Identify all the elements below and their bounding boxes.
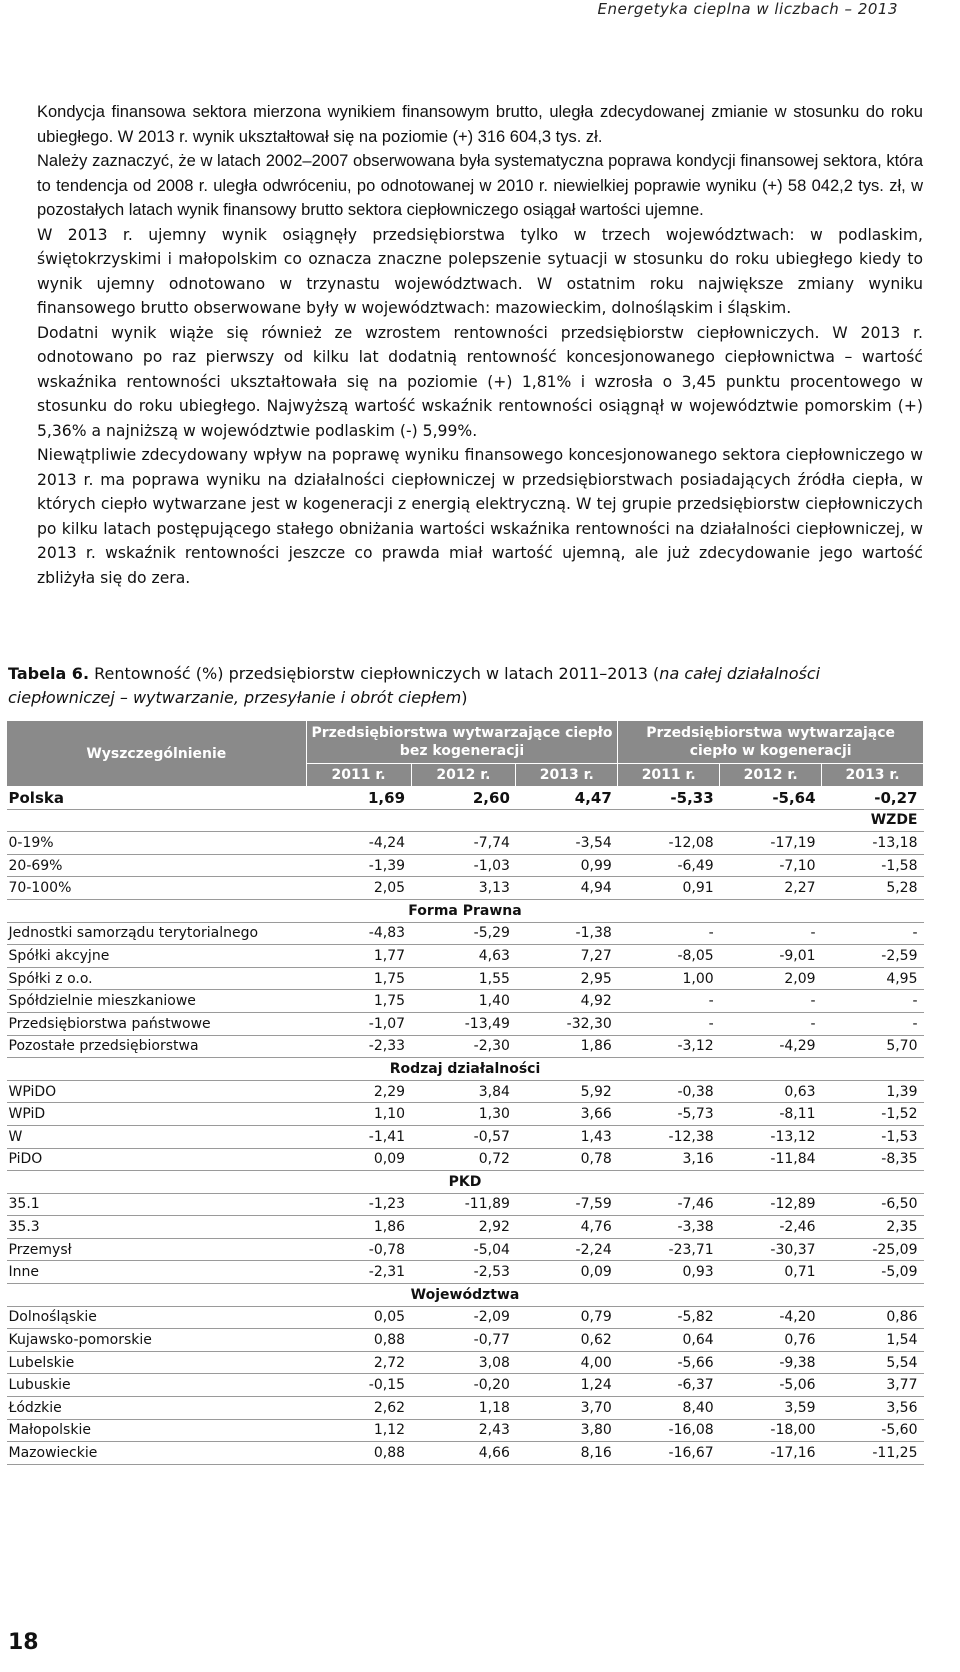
cell-value: 0,88 (306, 1329, 411, 1352)
cell-value: -1,38 (516, 922, 618, 945)
table-row (7, 1419, 924, 1442)
paragraph-4: Dodatni wynik wiąże się również ze wzrostem rentowności przedsiębiorstw ciepłowniczych. W 2013 r. odnotowano po raz pierwszy od kilku lat dodatnią rentowność koncesjonowanego ciepłownictwa – wartość wskaźnika rentowności ukształtowała się na poziomie (+) 1,81% i wzrosła o 3,45 punktu procentowego w stosunku do roku ubiegłego. Najwyższą wartość wskaźnik rentowności osiągnął w województwie pomorskim (+) 5,36% a najniższą w województwie podlaskim (-) 5,99%. (37, 323, 923, 440)
cell-value: 2,72 (306, 1351, 411, 1374)
cell-value: -16,08 (618, 1419, 720, 1442)
cell-value: 5,54 (822, 1351, 924, 1374)
table-row (7, 1148, 924, 1171)
header-group-bez-kogeneracji: Przedsiębiorstwa wytwarzające ciepło bez kogeneracji (306, 721, 618, 764)
row-label: 20-69% (7, 854, 307, 877)
cell-value: -7,46 (618, 1193, 720, 1216)
cell-value: -17,19 (720, 832, 822, 855)
cell-value: -6,50 (822, 1193, 924, 1216)
table-row (7, 1306, 924, 1329)
cell-value: 1,12 (306, 1419, 411, 1442)
cell-value: 4,63 (411, 945, 516, 968)
cell-value: -0,78 (306, 1238, 411, 1261)
cell-value: 1,30 (411, 1103, 516, 1126)
row-label: Przemysł (7, 1238, 307, 1261)
cell-value: - (618, 1012, 720, 1035)
cell-value: 0,76 (720, 1329, 822, 1352)
row-label: Lubelskie (7, 1351, 307, 1374)
section-header-row (7, 809, 924, 832)
cell-value: -4,24 (306, 832, 411, 855)
cell-value: 1,00 (618, 967, 720, 990)
cell-value: 0,64 (618, 1329, 720, 1352)
cell-value: -5,64 (720, 787, 822, 810)
cell-value: 5,70 (822, 1035, 924, 1058)
cell-value: -12,08 (618, 832, 720, 855)
cell-value: -7,10 (720, 854, 822, 877)
table-row (7, 922, 924, 945)
cell-value: 1,75 (306, 990, 411, 1013)
table-row (7, 1261, 924, 1284)
row-label: Przedsiębiorstwa państwowe (7, 1012, 307, 1035)
section-header-row (7, 899, 924, 922)
cell-value: 2,27 (720, 877, 822, 900)
cell-value: 0,72 (411, 1148, 516, 1171)
cell-value: -5,29 (411, 922, 516, 945)
paragraph-2: Należy zaznaczyć, że w latach 2002–2007 obserwowana była systematyczna poprawa kondycji finansowej sektora, która to tendencja od 2008 r. uległa odwróceniu, po odnotowanej w 2010 r. niewielkiej poprawie wyniku (+) 58 042,2 tys. zł, w pozostałych latach wynik finansowy brutto sektora ciepłowniczego osiągał wartości ujemne. (37, 152, 923, 219)
cell-value: - (618, 990, 720, 1013)
table-row (7, 967, 924, 990)
cell-value: -2,09 (411, 1306, 516, 1329)
cell-value: -16,67 (618, 1442, 720, 1465)
table-row (7, 1216, 924, 1239)
cell-value: -13,49 (411, 1012, 516, 1035)
row-label: Kujawsko-pomorskie (7, 1329, 307, 1352)
paragraph-1: Kondycja finansowa sektora mierzona wynikiem finansowym brutto, uległa zdecydowanej zmianie w stosunku do roku ubiegłego. W 2013 r. wynik ukształtował się na poziomie (+) 316 604,3 tys. zł. (37, 103, 923, 146)
cell-value: -6,37 (618, 1374, 720, 1397)
table-row (7, 1351, 924, 1374)
cell-value: - (720, 922, 822, 945)
cell-value: -1,23 (306, 1193, 411, 1216)
cell-value: -2,33 (306, 1035, 411, 1058)
cell-value: -1,52 (822, 1103, 924, 1126)
cell-value: -2,24 (516, 1238, 618, 1261)
cell-value: -13,12 (720, 1125, 822, 1148)
cell-value: 0,09 (516, 1261, 618, 1284)
cell-value: 1,43 (516, 1125, 618, 1148)
cell-value: -5,73 (618, 1103, 720, 1126)
cell-value: 2,62 (306, 1397, 411, 1420)
cell-value: 2,09 (720, 967, 822, 990)
cell-value: -5,09 (822, 1261, 924, 1284)
cell-value: 1,40 (411, 990, 516, 1013)
cell-value: 3,70 (516, 1397, 618, 1420)
section-header-row (7, 1058, 924, 1081)
row-label: Spółki akcyjne (7, 945, 307, 968)
cell-value: 1,75 (306, 967, 411, 990)
paragraph-5: Niewątpliwie zdecydowany wpływ na poprawę wyniku finansowego koncesjonowanego sektora ciepłowniczego w 2013 r. ma poprawa wyniku na działalności ciepłowniczej w przedsiębiorstwach posiadających źródła ciepła, w których ciepło wytwarzane jest w kogeneracji z energią elektryczną. W tej grupie przedsiębiorstw ciepłowniczych po kilku latach postępującego stałego obniżania wartości wskaźnika rentowności na działalności ciepłowniczej, w 2013 r. wskaźnik rentowności jeszcze co prawda miał wartość ujemną, ale już zdecydowanie jego wartość zbliżyła się do zera. (37, 446, 923, 587)
cell-value: 0,63 (720, 1080, 822, 1103)
table-row (7, 1193, 924, 1216)
cell-value: -2,31 (306, 1261, 411, 1284)
row-label: WPiD (7, 1103, 307, 1126)
cell-value: - (822, 1012, 924, 1035)
cell-value: 4,92 (516, 990, 618, 1013)
cell-value: -0,38 (618, 1080, 720, 1103)
table-row (7, 1329, 924, 1352)
cell-value: -7,59 (516, 1193, 618, 1216)
cell-value: -0,27 (822, 787, 924, 810)
cell-value: 8,16 (516, 1442, 618, 1465)
cell-value: 4,76 (516, 1216, 618, 1239)
cell-value: - (822, 922, 924, 945)
cell-value: -11,25 (822, 1442, 924, 1465)
cell-value: -32,30 (516, 1012, 618, 1035)
cell-value: 4,47 (516, 787, 618, 810)
cell-value: 0,86 (822, 1306, 924, 1329)
page-number: 18 (8, 1630, 39, 1655)
cell-value: -23,71 (618, 1238, 720, 1261)
cell-value: 3,16 (618, 1148, 720, 1171)
cell-value: 2,35 (822, 1216, 924, 1239)
section-title: Forma Prawna (7, 899, 924, 922)
paragraph-3: W 2013 r. ujemny wynik osiągnęły przedsiębiorstwa tylko w trzech województwach: w podlaskim, świętokrzyskimi i małopolskim co oznacza znaczne polepszenie sytuacji w stosunku do roku ubiegłego kiedy to wynik ujemny odnotowano w trzynastu województwach. W ostatnim roku największe zmiany wyniku finansowego brutto obserwowane były w województwach: mazowieckim, dolnośląskim i śląskim. (37, 225, 923, 317)
cell-value: -6,49 (618, 854, 720, 877)
cell-value: -5,06 (720, 1374, 822, 1397)
cell-value: 2,05 (306, 877, 411, 900)
cell-value: 4,95 (822, 967, 924, 990)
cell-value: -17,16 (720, 1442, 822, 1465)
cell-value: -1,39 (306, 854, 411, 877)
cell-value: 1,54 (822, 1329, 924, 1352)
cell-value: -1,07 (306, 1012, 411, 1035)
row-label: Inne (7, 1261, 307, 1284)
cell-value: 1,55 (411, 967, 516, 990)
cell-value: -4,83 (306, 922, 411, 945)
cell-value: 3,56 (822, 1397, 924, 1420)
row-label: Polska (7, 787, 307, 810)
cell-value: -2,30 (411, 1035, 516, 1058)
cell-value: 5,92 (516, 1080, 618, 1103)
cell-value: 2,29 (306, 1080, 411, 1103)
cell-value: 1,18 (411, 1397, 516, 1420)
caption-label: Tabela 6. (8, 664, 90, 683)
cell-value: - (618, 922, 720, 945)
section-title: Województwa (7, 1284, 924, 1307)
cell-value: 2,92 (411, 1216, 516, 1239)
table-row (7, 945, 924, 968)
cell-value: -0,15 (306, 1374, 411, 1397)
cell-value: -1,03 (411, 854, 516, 877)
cell-value: -1,41 (306, 1125, 411, 1148)
cell-value: 3,59 (720, 1397, 822, 1420)
table-row (7, 1012, 924, 1035)
row-label: Dolnośląskie (7, 1306, 307, 1329)
cell-value: 1,39 (822, 1080, 924, 1103)
row-label: Spółdzielnie mieszkaniowe (7, 990, 307, 1013)
cell-value: 7,27 (516, 945, 618, 968)
cell-value: -8,35 (822, 1148, 924, 1171)
row-label: W (7, 1125, 307, 1148)
cell-value: -12,89 (720, 1193, 822, 1216)
cell-value: -5,66 (618, 1351, 720, 1374)
cell-value: 3,80 (516, 1419, 618, 1442)
section-title: Rodzaj działalności (7, 1058, 924, 1081)
table-row (7, 1442, 924, 1465)
caption-text: Rentowność (%) przedsiębiorstw ciepłowniczych w latach 2011–2013 ( (94, 664, 660, 683)
cell-value: 2,43 (411, 1419, 516, 1442)
cell-value: 4,94 (516, 877, 618, 900)
row-label: 0-19% (7, 832, 307, 855)
table-row (7, 990, 924, 1013)
cell-value: 3,77 (822, 1374, 924, 1397)
cell-value: -5,33 (618, 787, 720, 810)
cell-value: -2,53 (411, 1261, 516, 1284)
header-wyszczegolnienie: Wyszczególnienie (7, 721, 307, 787)
cell-value: 3,08 (411, 1351, 516, 1374)
row-label: Spółki z o.o. (7, 967, 307, 990)
caption-close: ) (461, 688, 468, 707)
table-row (7, 854, 924, 877)
profitability-table (6, 720, 924, 1465)
cell-value: 1,69 (306, 787, 411, 810)
table-caption (8, 662, 928, 710)
cell-value: -8,11 (720, 1103, 822, 1126)
section-header-row (7, 1171, 924, 1194)
row-label: WPiDO (7, 1080, 307, 1103)
cell-value: 4,00 (516, 1351, 618, 1374)
cell-value: 1,10 (306, 1103, 411, 1126)
cell-value: 0,79 (516, 1306, 618, 1329)
header-year: 2012 r. (411, 764, 516, 787)
cell-value: 0,05 (306, 1306, 411, 1329)
cell-value: -1,53 (822, 1125, 924, 1148)
cell-value: 1,77 (306, 945, 411, 968)
header-year: 2011 r. (306, 764, 411, 787)
table-row (7, 1103, 924, 1126)
cell-value: -2,46 (720, 1216, 822, 1239)
cell-value: -3,12 (618, 1035, 720, 1058)
cell-value: -7,74 (411, 832, 516, 855)
cell-value: 2,95 (516, 967, 618, 990)
cell-value: 4,66 (411, 1442, 516, 1465)
cell-value: 3,84 (411, 1080, 516, 1103)
row-label: Pozostałe przedsiębiorstwa (7, 1035, 307, 1058)
section-title: PKD (7, 1171, 924, 1194)
row-label: 35.1 (7, 1193, 307, 1216)
cell-value: -4,29 (720, 1035, 822, 1058)
cell-value: 1,86 (516, 1035, 618, 1058)
cell-value: - (720, 1012, 822, 1035)
header-year: 2013 r. (822, 764, 924, 787)
cell-value: 0,71 (720, 1261, 822, 1284)
table-row (7, 832, 924, 855)
cell-value: 8,40 (618, 1397, 720, 1420)
cell-value: 3,13 (411, 877, 516, 900)
cell-value: 5,28 (822, 877, 924, 900)
row-label: 35.3 (7, 1216, 307, 1239)
row-label: Lubuskie (7, 1374, 307, 1397)
caption-italic: na całej działalności ciepłowniczej – wytwarzanie, przesyłanie i obrót ciepłem (8, 664, 821, 707)
cell-value: -5,82 (618, 1306, 720, 1329)
cell-value: 2,60 (411, 787, 516, 810)
cell-value: - (822, 990, 924, 1013)
cell-value: -0,20 (411, 1374, 516, 1397)
cell-value: 0,93 (618, 1261, 720, 1284)
cell-value: 0,09 (306, 1148, 411, 1171)
cell-value: -18,00 (720, 1419, 822, 1442)
cell-value: -4,20 (720, 1306, 822, 1329)
cell-value: -5,60 (822, 1419, 924, 1442)
cell-value: 0,78 (516, 1148, 618, 1171)
cell-value: -11,84 (720, 1148, 822, 1171)
cell-value: -11,89 (411, 1193, 516, 1216)
cell-value: -1,58 (822, 854, 924, 877)
cell-value: -25,09 (822, 1238, 924, 1261)
section-title: WZDE (7, 809, 924, 832)
row-label: 70-100% (7, 877, 307, 900)
header-year: 2011 r. (618, 764, 720, 787)
table-row (7, 1125, 924, 1148)
cell-value: -0,57 (411, 1125, 516, 1148)
table-row (7, 1080, 924, 1103)
cell-value: 3,66 (516, 1103, 618, 1126)
cell-value: -9,01 (720, 945, 822, 968)
table-row (7, 1397, 924, 1420)
table-row-polska (7, 787, 924, 810)
row-label: Łódzkie (7, 1397, 307, 1420)
header-year: 2013 r. (516, 764, 618, 787)
cell-value: -0,77 (411, 1329, 516, 1352)
table-row (7, 877, 924, 900)
cell-value: 0,62 (516, 1329, 618, 1352)
cell-value: -9,38 (720, 1351, 822, 1374)
cell-value: -8,05 (618, 945, 720, 968)
cell-value: -30,37 (720, 1238, 822, 1261)
row-label: Małopolskie (7, 1419, 307, 1442)
header-group-kogeneracja: Przedsiębiorstwa wytwarzające ciepło w kogeneracji (618, 721, 924, 764)
table-row (7, 1238, 924, 1261)
table-row (7, 1035, 924, 1058)
running-header: Energetyka cieplna w liczbach – 2013 (597, 0, 898, 18)
cell-value: -12,38 (618, 1125, 720, 1148)
cell-value: 0,91 (618, 877, 720, 900)
cell-value: 0,88 (306, 1442, 411, 1465)
cell-value: -2,59 (822, 945, 924, 968)
table-body (7, 787, 924, 1465)
cell-value: 0,99 (516, 854, 618, 877)
row-label: Jednostki samorządu terytorialnego (7, 922, 307, 945)
cell-value: 1,24 (516, 1374, 618, 1397)
row-label: Mazowieckie (7, 1442, 307, 1465)
cell-value: 1,86 (306, 1216, 411, 1239)
header-year: 2012 r. (720, 764, 822, 787)
cell-value: -3,38 (618, 1216, 720, 1239)
section-header-row (7, 1284, 924, 1307)
cell-value: - (720, 990, 822, 1013)
table-row (7, 1374, 924, 1397)
cell-value: -13,18 (822, 832, 924, 855)
cell-value: -5,04 (411, 1238, 516, 1261)
row-label: PiDO (7, 1148, 307, 1171)
cell-value: -3,54 (516, 832, 618, 855)
body-text (37, 100, 923, 590)
